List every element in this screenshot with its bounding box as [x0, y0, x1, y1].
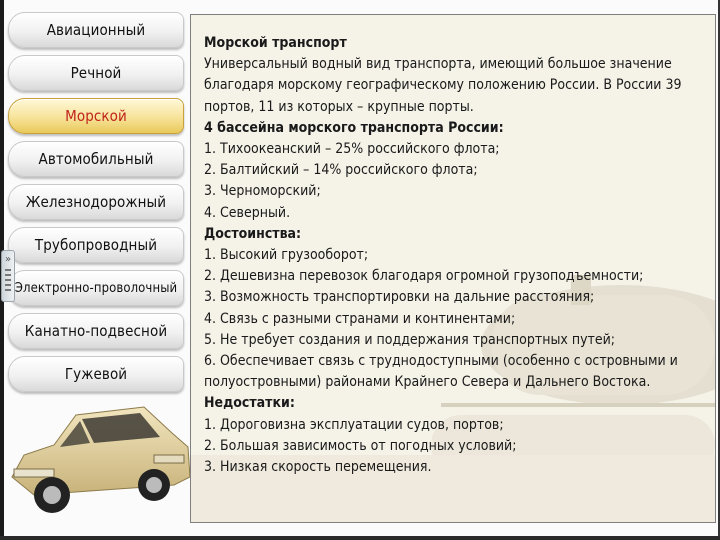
nav-button-horse-drawn[interactable]: Гужевой	[8, 356, 184, 392]
intro-paragraph: Универсальный водный вид транспорта, имеющий большое значение благодаря морскому географическому положению России. В России 39 портов, 11 из которых – крупные порты.	[204, 56, 682, 115]
nav-button-pipeline[interactable]: Трубопроводный	[8, 227, 184, 263]
nav-button-aviation[interactable]: Авиационный	[8, 12, 184, 48]
disadvantage-item: 2. Большая зависимость от погодных условий;	[204, 437, 517, 454]
bottom-border	[0, 536, 720, 540]
disadvantage-item: 3. Низкая скорость перемещения.	[204, 459, 432, 476]
sidebar-toggle-handle[interactable]	[1, 250, 15, 302]
advantage-item: 1. Высокий грузооборот;	[204, 247, 369, 264]
advantages-heading: Достоинства:	[204, 225, 302, 242]
content-panel	[190, 14, 716, 523]
content-text	[204, 33, 704, 478]
advantage-item: 2. Дешевизна перевозок благодаря огромной грузоподъемности;	[204, 268, 644, 285]
advantage-item: 6. Обеспечивает связь с труднодоступными (особенно с островными и полуостровными) районами Крайнего Севера и Дальнего Востока.	[204, 353, 678, 391]
nav-button-road[interactable]: Автомобильный	[8, 141, 184, 177]
grip-icon	[5, 269, 11, 291]
double-chevron-right-icon: »	[4, 254, 12, 265]
basin-item: 3. Черноморский;	[204, 183, 321, 200]
basin-item: 1. Тихоокеанский – 25% российского флота;	[204, 141, 500, 158]
transport-nav	[8, 12, 190, 399]
nav-button-river[interactable]: Речной	[8, 55, 184, 91]
nav-button-railway[interactable]: Железнодорожный	[8, 184, 184, 220]
basins-heading: 4 бассейна морского транспорта России:	[204, 119, 504, 136]
disadvantages-heading: Недостатки:	[204, 395, 295, 412]
nav-button-cable-suspended[interactable]: Канатно-подвесной	[8, 313, 184, 349]
advantage-item: 3. Возможность транспортировки на дальние расстояния;	[204, 289, 595, 306]
content-title: Морской транспорт	[204, 35, 347, 51]
car-image	[4, 385, 194, 525]
advantage-item: 4. Связь с разными странами и континентами;	[204, 310, 516, 327]
advantage-item: 5. Не требует создания и поддержания транспортных путей;	[204, 331, 616, 348]
basin-item: 4. Северный.	[204, 204, 291, 221]
nav-button-electric-wire[interactable]: Электронно-проволочный	[8, 270, 184, 306]
nav-button-sea[interactable]: Морской	[8, 98, 184, 134]
basin-item: 2. Балтийский – 14% российского флота;	[204, 162, 478, 179]
disadvantage-item: 1. Дороговизна эксплуатации судов, портов;	[204, 416, 504, 433]
